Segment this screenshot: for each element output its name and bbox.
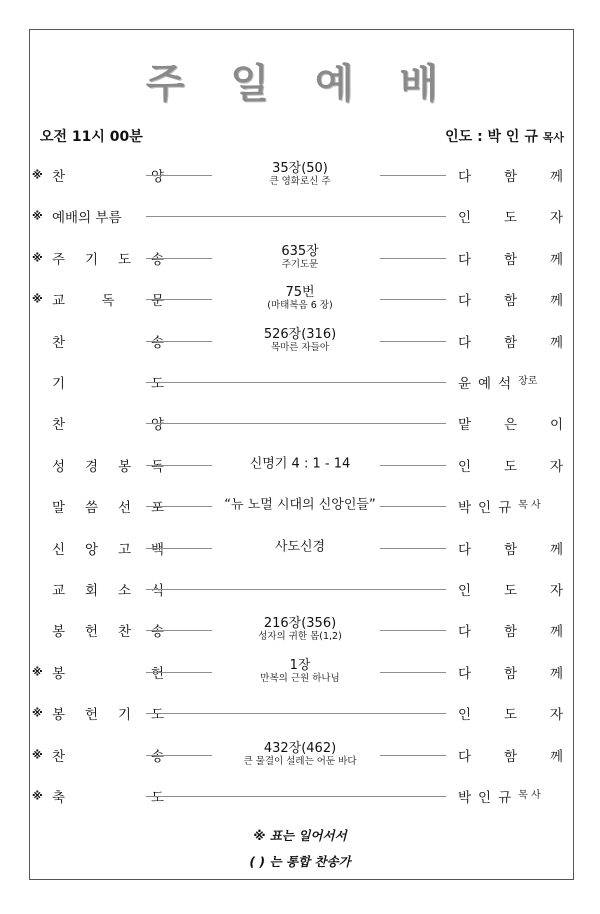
leader-line-left (146, 341, 212, 342)
item-label-char: 선 (117, 500, 132, 517)
item-sub-text: 주기도문 (281, 258, 319, 270)
item-content (210, 328, 390, 354)
item-person (458, 165, 563, 185)
item-person-char: 다 (458, 624, 472, 641)
item-content (210, 659, 390, 685)
item-main-text: 216장(356) (263, 616, 337, 632)
worship-item (30, 238, 570, 278)
leader-name: 인도 : 박 인 규 (445, 129, 538, 145)
item-label-char: 봉 (117, 458, 132, 475)
item-person-char: 도 (503, 210, 518, 227)
item-label-char: 교 (52, 583, 66, 599)
item-person-char: 도 (503, 458, 518, 475)
item-label-char: 헌 (84, 707, 99, 724)
item-label-char: 씀 (84, 500, 99, 517)
item-label-char: 도 (150, 707, 164, 724)
item-label-char: 헌 (84, 624, 99, 641)
footer-note-standing: ※ 표는 일어서서 (253, 828, 347, 843)
item-person (458, 786, 563, 806)
item-person-char: 다 (458, 251, 472, 268)
item-label-char: 회 (84, 583, 99, 599)
leader-line-left (146, 506, 212, 507)
standing-mark: ※ (32, 706, 43, 720)
item-sub-text: 만복의 근원 하나님 (260, 672, 340, 684)
item-label-char: 축 (52, 790, 66, 806)
item-person (458, 455, 563, 475)
item-content (210, 742, 390, 768)
item-person (458, 620, 563, 640)
item-main-text: 635장 (281, 243, 319, 259)
item-main-text: 신명기 4 : 1 - 14 (249, 456, 351, 472)
leader-line-left (146, 258, 212, 259)
standing-mark: ※ (32, 251, 43, 265)
item-person-char: 자 (549, 210, 563, 227)
item-person-char: 다 (458, 748, 472, 765)
item-label-char: 경 (84, 458, 99, 475)
item-label-char: 찬 (52, 748, 66, 765)
item-label-char: 찬 (117, 624, 132, 641)
item-person (458, 703, 563, 723)
item-sub-text: 성자의 귀한 몸(1,2) (258, 631, 342, 643)
item-person-char: 자 (549, 458, 563, 475)
item-main-text: 75번 (285, 285, 315, 301)
worship-item (30, 279, 570, 319)
item-main-text: 사도신경 (274, 539, 326, 555)
item-person-char: 께 (549, 169, 563, 185)
standing-mark: ※ (32, 168, 43, 182)
item-person-char: 함 (503, 748, 518, 765)
item-label-char: 찬 (52, 169, 66, 185)
leader-line (146, 713, 446, 714)
item-label-char: 송 (150, 251, 164, 268)
item-label-char: 헌 (150, 665, 164, 682)
item-label-char: 백 (150, 541, 164, 558)
item-person-char: 인 (458, 210, 472, 227)
item-person-char: 께 (549, 293, 563, 310)
item-person (458, 496, 563, 516)
item-person-title: 장로 (518, 376, 538, 387)
item-label-char: 봉 (52, 624, 66, 641)
worship-item (30, 362, 570, 402)
item-person-char: 박 (458, 790, 472, 806)
item-label-char: 기 (117, 707, 132, 724)
item-person-char: 께 (549, 541, 563, 558)
item-label-char: 주 (52, 251, 66, 268)
worship-item (30, 610, 570, 650)
worship-item (30, 321, 570, 361)
leader-line (146, 796, 446, 797)
item-main-text: 526장(316) (263, 326, 337, 342)
worship-item (30, 445, 570, 485)
item-label-char: 앙 (84, 541, 99, 558)
item-content (210, 540, 390, 555)
item-person-char: 인 (458, 458, 472, 475)
item-main-text: 1장 (289, 657, 311, 673)
item-person-char: 인 (458, 707, 472, 724)
item-label-char: 봉 (52, 665, 66, 682)
item-person-char: 은 (503, 417, 518, 434)
item-label-char: 문 (150, 293, 164, 310)
item-person-char: 께 (549, 748, 563, 765)
worship-item (30, 196, 570, 236)
standing-mark: ※ (32, 748, 43, 762)
item-label-char: 독 (101, 293, 115, 310)
item-person-char: 인 (458, 583, 472, 599)
item-label-char: 소 (117, 583, 132, 599)
item-person-char: 맡 (458, 417, 472, 434)
item-main-text: 432장(462) (263, 740, 337, 756)
item-person-title: 목 사 (518, 790, 541, 801)
leader-line-left (146, 299, 212, 300)
item-label-char: 양 (150, 417, 164, 434)
item-person (458, 579, 563, 599)
item-label-char: 송 (150, 748, 164, 765)
item-person-title: 목 사 (518, 500, 541, 512)
item-label-char: 포 (150, 500, 164, 517)
worship-item (30, 776, 570, 816)
item-person-char: 다 (458, 665, 472, 682)
worship-item (30, 652, 570, 692)
item-person-char: 께 (549, 334, 563, 351)
item-label-char: 예배의 부름 (52, 210, 122, 227)
item-content (210, 162, 390, 188)
item-person-char: 함 (503, 624, 518, 641)
worship-item (30, 155, 570, 195)
item-person-char: 도 (503, 707, 518, 724)
item-label-char: 찬 (52, 417, 66, 434)
item-main-text: 35장(50) (272, 161, 328, 177)
item-label-char: 찬 (52, 334, 66, 351)
item-person-char: 함 (503, 251, 518, 268)
item-content (210, 499, 390, 514)
item-person-char: 께 (549, 624, 563, 641)
item-label-char: 기 (52, 376, 66, 392)
item-person (458, 248, 563, 268)
item-person-char: 다 (458, 334, 472, 351)
item-person-char: 인 (478, 790, 492, 806)
standing-mark: ※ (32, 789, 43, 803)
item-person-char: 이 (549, 417, 563, 434)
item-label-char: 도 (117, 251, 132, 268)
leader-line-left (146, 630, 212, 631)
worship-item (30, 735, 570, 775)
item-label-char: 독 (150, 458, 164, 475)
worship-item (30, 486, 570, 526)
item-person-char: 다 (458, 169, 472, 185)
item-sub-text: 큰 물결이 설레는 어둔 바다 (243, 755, 357, 767)
standing-mark: ※ (32, 209, 43, 223)
item-content (210, 457, 390, 472)
bulletin-title: 주 일 예 배 (145, 61, 455, 107)
item-content (210, 286, 390, 312)
leader-title: 목사 (542, 131, 564, 144)
item-person-char: 다 (458, 541, 472, 558)
item-label-char: 고 (117, 541, 132, 558)
leader-line-left (146, 755, 212, 756)
item-sub-text: (마태복음 6 장) (267, 300, 333, 312)
item-person-char: 인 (478, 500, 492, 517)
item-label-char: 말 (52, 500, 66, 517)
item-person-char: 다 (458, 293, 472, 310)
item-person-char: 석 (498, 376, 512, 392)
service-leader (445, 126, 564, 146)
standing-mark: ※ (32, 665, 43, 679)
item-person-char: 함 (503, 169, 518, 185)
leader-line-left (146, 465, 212, 466)
item-content (210, 617, 390, 643)
item-person-char: 박 (458, 500, 472, 517)
item-person (458, 662, 563, 682)
item-person-char: 자 (549, 707, 563, 724)
item-person-char: 께 (549, 665, 563, 682)
item-person-char: 함 (503, 334, 518, 351)
item-person-char: 예 (478, 376, 492, 392)
leader-line-left (146, 548, 212, 549)
item-label-char: 도 (150, 376, 164, 392)
leader-line (146, 216, 446, 217)
leader-line (146, 589, 446, 590)
leader-line-left (146, 672, 212, 673)
item-person-char: 자 (549, 583, 563, 599)
leader-line-left (146, 175, 212, 176)
item-label-char: 교 (52, 293, 66, 310)
worship-item (30, 528, 570, 568)
item-label-char: 봉 (52, 707, 66, 724)
item-content (210, 245, 390, 271)
item-label-char: 송 (150, 334, 164, 351)
item-person (458, 538, 563, 558)
item-person-char: 규 (498, 790, 512, 806)
item-person-char: 윤 (458, 376, 472, 392)
item-label-char: 식 (150, 583, 164, 599)
leader-line (146, 423, 446, 424)
worship-item (30, 693, 570, 733)
item-person-char: 함 (503, 541, 518, 558)
item-person (458, 413, 563, 433)
item-sub-text: 목마른 자들아 (270, 341, 330, 353)
item-person-char: 도 (503, 583, 518, 599)
item-label-char: 성 (52, 458, 66, 475)
item-person (458, 289, 563, 309)
item-person-char: 규 (498, 500, 512, 517)
item-label-char: 양 (150, 169, 164, 185)
item-label-char: 신 (52, 541, 66, 558)
leader-line (146, 382, 446, 383)
item-person (458, 206, 563, 226)
item-person (458, 372, 563, 392)
item-label-char: 도 (150, 790, 164, 806)
item-person-char: 함 (503, 293, 518, 310)
item-person (458, 745, 563, 765)
item-person-char: 함 (503, 665, 518, 682)
item-label-char: 송 (150, 624, 164, 641)
worship-item (30, 403, 570, 443)
item-main-text: “뉴 노멀 시대의 신앙인들” (224, 497, 376, 513)
item-person-char: 께 (549, 251, 563, 268)
item-sub-text: 큰 영화로신 주 (269, 176, 331, 188)
item-label-char: 기 (84, 251, 99, 268)
footer-note-hymnal: ( ) 는 통합 찬송가 (249, 854, 351, 869)
worship-item (30, 569, 570, 609)
service-time: 오전 11시 00분 (40, 129, 143, 145)
item-person (458, 331, 563, 351)
standing-mark: ※ (32, 292, 43, 306)
